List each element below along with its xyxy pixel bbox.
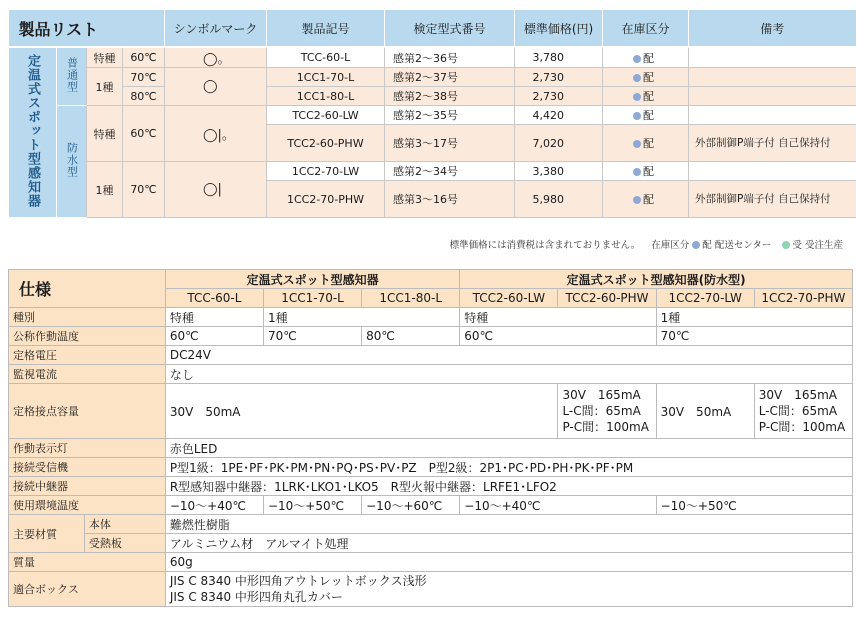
model-cell: TCC-60-L — [267, 47, 385, 68]
spec-label: 種別 — [9, 308, 166, 327]
spec-row-lamp — [9, 439, 853, 458]
spec-value: DC24V — [165, 346, 852, 365]
grade-cell: 特種 — [87, 47, 123, 68]
stock-cell: 配 — [603, 181, 689, 218]
spec-value: −10～+50℃ — [263, 496, 361, 515]
group-normal: 定温式スポット型感知器 — [165, 270, 459, 289]
spec-value: −10～+60℃ — [362, 496, 460, 515]
spec-value: 赤色LED — [165, 439, 852, 458]
model-header: TCC2-60-PHW — [558, 289, 656, 308]
group-waterproof: 定温式スポット型感知器(防水型) — [460, 270, 853, 289]
order-dot-icon — [782, 241, 790, 249]
table-row — [9, 68, 856, 87]
spec-row-environment — [9, 496, 853, 515]
model-header: 1CC1-80-L — [362, 289, 460, 308]
spec-label: 公称作動温度 — [9, 327, 166, 346]
spec-sublabel: 本体 — [84, 515, 165, 534]
model-header: TCC2-60-LW — [460, 289, 558, 308]
note-cell — [689, 162, 856, 181]
subcategory-water: 防水型 — [57, 106, 87, 218]
spec-value: なし — [165, 365, 852, 384]
category-label: 定温式スポット型感知器 — [9, 47, 57, 218]
stock-cell: 配 — [603, 162, 689, 181]
product-list-title: 製品リスト — [9, 10, 165, 47]
model-cell: TCC2-60-LW — [267, 106, 385, 125]
symbol-mark: ◯ — [165, 68, 267, 106]
note-cell — [689, 106, 856, 125]
spec-value: −10～+50℃ — [656, 496, 852, 515]
temp-cell: 70℃ — [123, 68, 165, 87]
temp-cell: 70℃ — [123, 162, 165, 218]
note-cell: 外部制御P端子付 自己保持付 — [689, 181, 856, 218]
spec-label: 定格電圧 — [9, 346, 166, 365]
cert-cell: 感第2～38号 — [385, 87, 515, 106]
spec-table — [8, 269, 853, 607]
price-cell: 2,730 — [515, 68, 603, 87]
stock-dot-icon — [633, 196, 641, 204]
delivery-dot-icon — [692, 241, 700, 249]
model-cell: TCC2-60-PHW — [267, 125, 385, 162]
spec-row-body — [9, 515, 853, 534]
stock-cell: 配 — [603, 106, 689, 125]
temp-cell: 60℃ — [123, 47, 165, 68]
subcategory-normal: 普通型 — [57, 47, 87, 106]
spec-row-monitor — [9, 365, 853, 384]
stock-dot-icon — [633, 74, 641, 82]
spec-label: 適合ボックス — [9, 572, 166, 607]
spec-value: 70℃ — [263, 327, 361, 346]
model-header: 1CC1-70-L — [263, 289, 361, 308]
spec-value: −10～+40℃ — [460, 496, 656, 515]
spec-row-box — [9, 572, 853, 607]
stock-cell: 配 — [603, 87, 689, 106]
model-cell: 1CC1-70-L — [267, 68, 385, 87]
spec-label: 接続受信機 — [9, 458, 166, 477]
table-row — [9, 106, 856, 125]
header-model: 製品記号 — [267, 10, 385, 47]
grade-cell: 1種 — [87, 68, 123, 106]
grade-cell: 特種 — [87, 106, 123, 162]
spec-value: R型感知器中継器：1LRK･LKO1･LKO5 R型火報中継器：LRFE1･LFO2 — [165, 477, 852, 496]
spec-value: 70℃ — [656, 327, 852, 346]
spec-row-voltage — [9, 346, 853, 365]
cert-cell: 感第2～36号 — [385, 47, 515, 68]
tax-note: 標準価格には消費税は含まれておりません。 — [449, 240, 641, 251]
price-cell: 2,730 — [515, 87, 603, 106]
table-row — [9, 47, 856, 68]
spec-label: 主要材質 — [9, 515, 85, 553]
model-header: TCC-60-L — [165, 289, 263, 308]
spec-row-temp — [9, 327, 853, 346]
spec-value: 30V 165mA L-C間：65mA P-C間：100mA — [754, 384, 852, 439]
spec-value: P型1級：1PE･PF･PK･PM･PN･PQ･PS･PV･PZ P型2級：2P1･PC･PD･PH･PK･PF･PM — [165, 458, 852, 477]
spec-row-relay — [9, 477, 853, 496]
spec-label: 作動表示灯 — [9, 439, 166, 458]
spec-value: 60℃ — [165, 327, 263, 346]
legend-order: 受 受注生産 — [792, 240, 843, 251]
grade-cell: 1種 — [87, 162, 123, 218]
spec-value: 30V 50mA — [656, 384, 754, 439]
cert-cell: 感第2～34号 — [385, 162, 515, 181]
stock-dot-icon — [633, 140, 641, 148]
temp-cell: 60℃ — [123, 106, 165, 162]
header-note: 備考 — [689, 10, 856, 47]
model-cell: 1CC1-80-L — [267, 87, 385, 106]
spec-row-receiver — [9, 458, 853, 477]
spec-value: 30V 165mA L-C間：65mA P-C間：100mA — [558, 384, 656, 439]
stock-dot-icon — [633, 168, 641, 176]
cert-cell: 感第3～17号 — [385, 125, 515, 162]
spec-value: 80℃ — [362, 327, 460, 346]
stock-cell: 配 — [603, 68, 689, 87]
spec-row-plate — [9, 534, 853, 553]
spec-value: 特種 — [165, 308, 263, 327]
spec-label: 定格接点容量 — [9, 384, 166, 439]
spec-value: 60g — [165, 553, 852, 572]
spec-header-row — [9, 270, 853, 289]
spec-value: 難燃性樹脂 — [165, 515, 852, 534]
spec-value: −10～+40℃ — [165, 496, 263, 515]
spec-label: 使用環境温度 — [9, 496, 166, 515]
symbol-mark: ◯| — [165, 162, 267, 218]
header-price: 標準価格(円) — [515, 10, 603, 47]
note-cell — [689, 47, 856, 68]
stock-legend-label: 在庫区分 — [651, 240, 690, 251]
cert-cell: 感第3～16号 — [385, 181, 515, 218]
spec-value: 60℃ — [460, 327, 656, 346]
stock-cell: 配 — [603, 125, 689, 162]
spec-value: 1種 — [263, 308, 459, 327]
price-cell: 5,980 — [515, 181, 603, 218]
temp-cell: 80℃ — [123, 87, 165, 106]
price-cell: 4,420 — [515, 106, 603, 125]
footnote — [450, 237, 843, 251]
cert-cell: 感第2～35号 — [385, 106, 515, 125]
spec-label: 監視電流 — [9, 365, 166, 384]
product-list-table — [8, 10, 856, 218]
table-row — [9, 162, 856, 181]
price-cell: 7,020 — [515, 125, 603, 162]
symbol-mark: ◯|。 — [165, 106, 267, 162]
spec-value: アルミニウム材 アルマイト処理 — [165, 534, 852, 553]
spec-value: 特種 — [460, 308, 656, 327]
stock-cell: 配 — [603, 47, 689, 68]
spec-value: 1種 — [656, 308, 852, 327]
stock-dot-icon — [633, 93, 641, 101]
symbol-mark: ◯。 — [165, 47, 267, 68]
spec-label: 質量 — [9, 553, 166, 572]
spec-sublabel: 受熱板 — [84, 534, 165, 553]
note-cell: 外部制御P端子付 自己保持付 — [689, 125, 856, 162]
note-cell — [689, 68, 856, 87]
price-cell: 3,780 — [515, 47, 603, 68]
spec-row-contact — [9, 384, 853, 439]
model-cell: 1CC2-70-PHW — [267, 181, 385, 218]
model-header: 1CC2-70-PHW — [754, 289, 852, 308]
product-header-row — [9, 10, 856, 47]
spec-row-type — [9, 308, 853, 327]
spec-value: 30V 50mA — [165, 384, 558, 439]
note-cell — [689, 87, 856, 106]
header-cert: 検定型式番号 — [385, 10, 515, 47]
model-header: 1CC2-70-LW — [656, 289, 754, 308]
spec-value: JIS C 8340 中形四角アウトレットボックス浅形 JIS C 8340 中形四角丸孔カバー — [165, 572, 852, 607]
legend-delivery: 配 配送センター — [702, 240, 772, 251]
spec-row-mass — [9, 553, 853, 572]
spec-label: 接続中継器 — [9, 477, 166, 496]
cert-cell: 感第2～37号 — [385, 68, 515, 87]
model-cell: 1CC2-70-LW — [267, 162, 385, 181]
spec-title: 仕様 — [9, 270, 166, 308]
header-stock: 在庫区分 — [603, 10, 689, 47]
stock-dot-icon — [633, 112, 641, 120]
price-cell: 3,380 — [515, 162, 603, 181]
table-row — [9, 87, 856, 106]
header-symbol: シンボルマーク — [165, 10, 267, 47]
stock-dot-icon — [633, 55, 641, 63]
